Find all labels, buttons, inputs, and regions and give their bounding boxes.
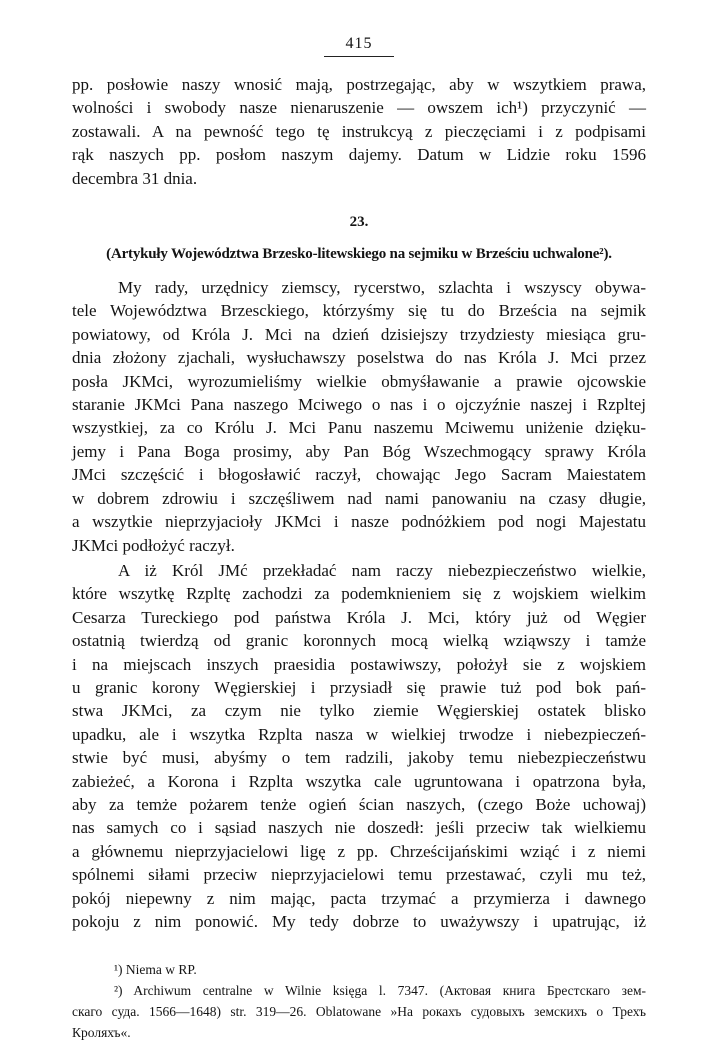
text-line: staranie JKMci Pana naszego Mciwego o nas i o ojczyźnie naszej i Rzpltej: [72, 395, 646, 415]
text-line: zostawali. A na pewność tego tę instrukcyą z pieczęciami i z podpisami: [72, 121, 646, 141]
footnote-2-line: Кроляхъ«.: [72, 1025, 131, 1041]
text-line: jemy i Pana Boga prosimy, aby Pan Bóg Wszechmogący sprawy Króla: [72, 441, 646, 461]
section-number: 23.: [349, 214, 369, 231]
footnote-1: ¹) Niema w RP.: [114, 962, 197, 978]
text-line: aby za temże pożarem tenże ogień ścian naszych, (czego Boże uchowaj): [72, 794, 646, 814]
text-line: tele Województwa Brzesckiego, którzyśmy się tu do Brześcia na sejmik: [72, 301, 646, 321]
text-line: zabieżeć, a Korona i Rzplta wszytka cale ugruntowana i opatrzona była,: [72, 771, 646, 791]
section-title: (Artykuły Województwa Brzesko-litewskiego na sejmiku w Brześciu uchwalone²).: [106, 246, 612, 263]
footnotes: [72, 959, 646, 1043]
text-line: stwie być musi, abyśmy o tem radzili, jakoby temu niebezpieczeństwu: [72, 748, 646, 768]
text-line: wszystkiej, za co Królu J. Mci Panu naszemu Mciwemu uniżenie dzięku-: [72, 418, 646, 438]
text-line: JMci szczęścić i błogosławić raczył, chowając Jego Sacram Maiestatem: [72, 465, 646, 485]
text-line: pokój niepewny z nim mając, pacta trzymać a przymierza i dawnego: [72, 888, 646, 908]
text-line: dnia złożony zjachali, wysłuchawszy poselstwa do nas Króla J. Mci przez: [72, 348, 646, 368]
text-line: My rady, urzędnicy ziemscy, rycerstwo, szlachta i wszyscy obywa-: [118, 278, 646, 298]
footnote-2-line: скаго суда. 1566—1648) str. 319—26. Oblatowane »На рокахъ судовыхъ земскихъ о Трехъ: [72, 1004, 646, 1020]
text-line: pokoju z nim ponowić. My tedy dobrze to uważywszy i upatrując, iż: [72, 912, 646, 931]
text-line: rąk naszych pp. posłom naszym dajemy. Datum w Lidzie roku 1596: [72, 145, 646, 165]
section-paragraph-1: [72, 276, 646, 557]
continued-paragraph: [72, 73, 646, 190]
text-line: ostatnią twierdzą od granic koronnych mocą wielką wziąwszy i tamże: [72, 631, 646, 651]
page-number: 415: [324, 34, 394, 57]
text-line: a głównemu nieprzyjacielowi ligę z pp. Chrześcijańskimi wziąć i z niemi: [72, 841, 646, 861]
section-paragraph-2: [72, 559, 646, 934]
text-line: stwa JKMci, za czym nie tylko ziemie Węgierskiej ostatek blisko: [72, 701, 646, 721]
text-line: posła JKMci, wyrozumieliśmy wielkie obmyśławanie a prawie ojcowskie: [72, 371, 646, 391]
text-line: pp. posłowie naszy wnosić mają, postrzegając, aby w wszytkiem prawa,: [72, 75, 646, 94]
text-line: spólnemi siłami przeciw nieprzyjacielowi temu przestawać, czyli mu też,: [72, 865, 646, 885]
text-line: wolności i swobody nasze nienaruszenie — owszem ich¹) przyczynić —: [72, 98, 646, 118]
text-line: Cesarza Tureckiego pod państwa Króla J. Mci, który już od Węgier: [72, 607, 646, 627]
text-line: A iż Król JMć przekładać nam raczy niebezpieczeństwo wielkie,: [118, 560, 646, 580]
text-line: a wszytkie nieprzyjacioły JKMci i nasze podnóżkiem pod nogi Majestatu: [72, 512, 646, 532]
text-line: decembra 31 dnia.: [72, 168, 198, 188]
text-line: JKMci podłożyć raczył.: [72, 535, 235, 555]
text-line: nas samych co i sąsiad naszych nie doszedł: jeśli przeciw tak wielkiemu: [72, 818, 646, 838]
footnote-2-line: ²) Archiwum centralne w Wilnie księga l. 7347. (Актовая книга Брестскаго зем-: [114, 983, 646, 999]
text-line: które wszytkę Rzpltę zachodzi za podemknieniem się z wojskiem wielkim: [72, 584, 646, 604]
text-line: u granic korony Węgierskiej i przysiadł się prawie tuż pod bok pań-: [72, 677, 646, 697]
text-line: upadku, ale i wszytka Rzplta nasza w wielkiej trwodze i niebezpieczeń-: [72, 724, 646, 744]
text-line: i na miejscach inszych praesidia postawiwszy, położył sie z wojskiem: [72, 654, 646, 674]
text-line: w dobrem zdrowiu i szczęśliwem nad nami panowaniu na czasy długie,: [72, 488, 646, 508]
text-line: powiatowy, od Króla J. Mci na dzień dzisiejszy trzydziesty miesiąca gru-: [72, 324, 646, 344]
document-page: [72, 34, 646, 1043]
